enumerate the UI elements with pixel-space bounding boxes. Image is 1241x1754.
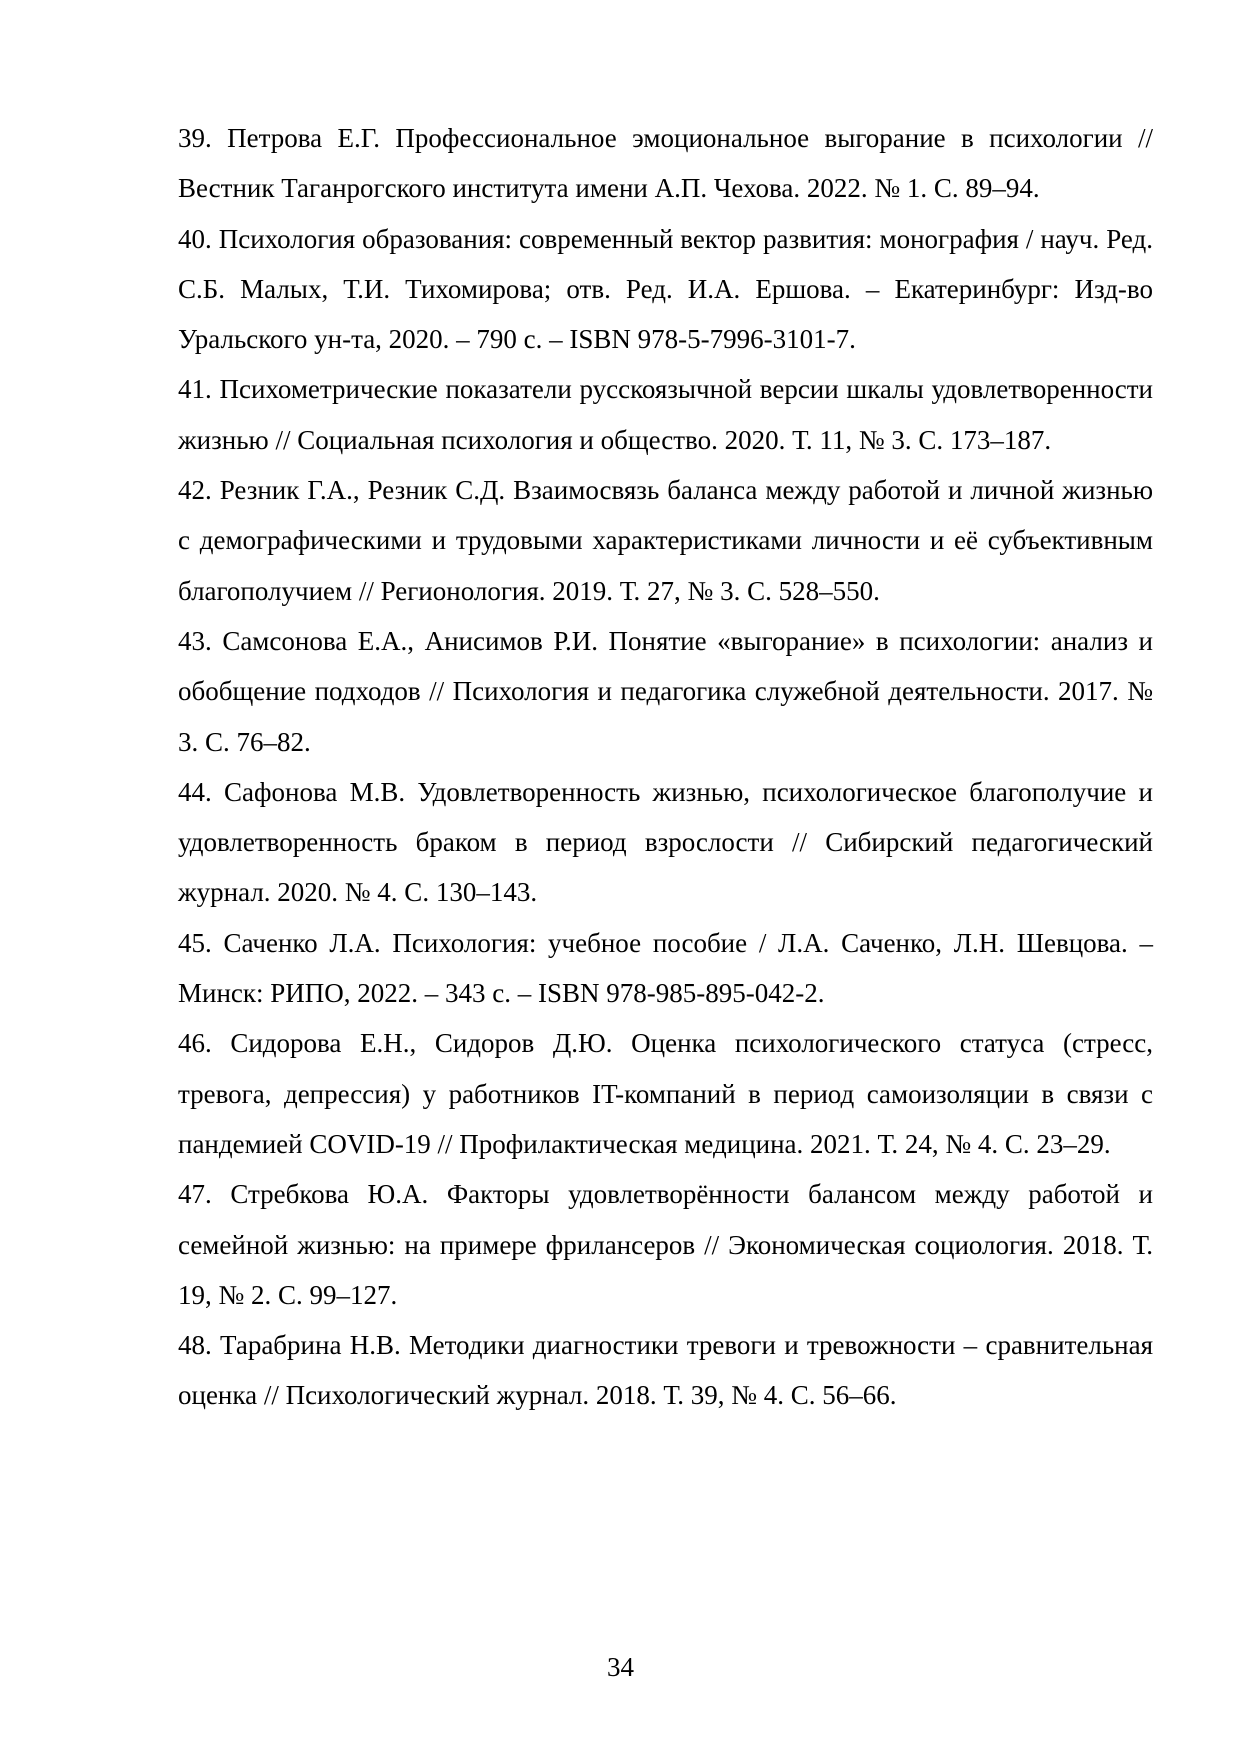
reference-entry-47: 47. Стребкова Ю.А. Факторы удовлетворённости балансом между работой и семейной жизнью: на примере фрилансеров // Экономическая социология. 2018. Т. 19, № 2. С. 99–127.	[178, 1179, 1153, 1310]
reference-entry-42: 42. Резник Г.А., Резник С.Д. Взаимосвязь баланса между работой и личной жизнью с демографическими и трудовыми характеристиками личности и её субъективным благополучием // Регионология. 2019. Т. 27, № 3. С. 528–550.	[178, 475, 1153, 606]
reference-entry-46: 46. Сидорова Е.Н., Сидоров Д.Ю. Оценка психологического статуса (стресс, тревога, депрессия) у работников IT-компаний в период самоизоляции в связи с пандемией COVID-19 // Профилактическая медицина. 2021. Т. 24, № 4. С. 23–29.	[178, 1028, 1153, 1159]
reference-entry-44: 44. Сафонова М.В. Удовлетворенность жизнью, психологическое благополучие и удовлетворенность браком в период взрослости // Сибирский педагогический журнал. 2020. № 4. С. 130–143.	[178, 776, 1153, 908]
reference-entry-43: 43. Самсонова Е.А., Анисимов Р.И. Понятие «выгорание» в психологии: анализ и обобщение подходов // Психология и педагогика служебной деятельности. 2017. № 3. С. 76–82.	[178, 625, 1153, 757]
reference-list	[178, 113, 1153, 1421]
reference-entry-40: 40. Психология образования: современный вектор развития: монография / науч. Ред. С.Б. Малых, Т.И. Тихомирова; отв. Ред. И.А. Ершова. – Екатеринбург: Изд-во Уральского ун-та, 2020. – 790 с. – ISBN 978-5-7996-3101-7.	[178, 223, 1153, 355]
reference-entry-41: 41. Психометрические показатели русскоязычной версии шкалы удовлетворенности жизнью // Социальная психология и общество. 2020. Т. 11, № 3. С. 173–187.	[178, 374, 1153, 455]
reference-entry-45: 45. Саченко Л.А. Психология: учебное пособие / Л.А. Саченко, Л.Н. Шевцова. – Минск: РИПО, 2022. – 343 с. – ISBN 978-985-895-042-2.	[178, 927, 1153, 1009]
page-number: 34	[607, 1652, 634, 1682]
reference-entry-48: 48. Тарабрина Н.В. Методики диагностики тревоги и тревожности – сравнительная оценка // Психологический журнал. 2018. Т. 39, № 4. С. 56–66.	[178, 1330, 1153, 1411]
reference-entry-39: 39. Петрова Е.Г. Профессиональное эмоциональное выгорание в психологии // Вестник Таганрогского института имени А.П. Чехова. 2022. № 1. С. 89–94.	[178, 123, 1153, 204]
